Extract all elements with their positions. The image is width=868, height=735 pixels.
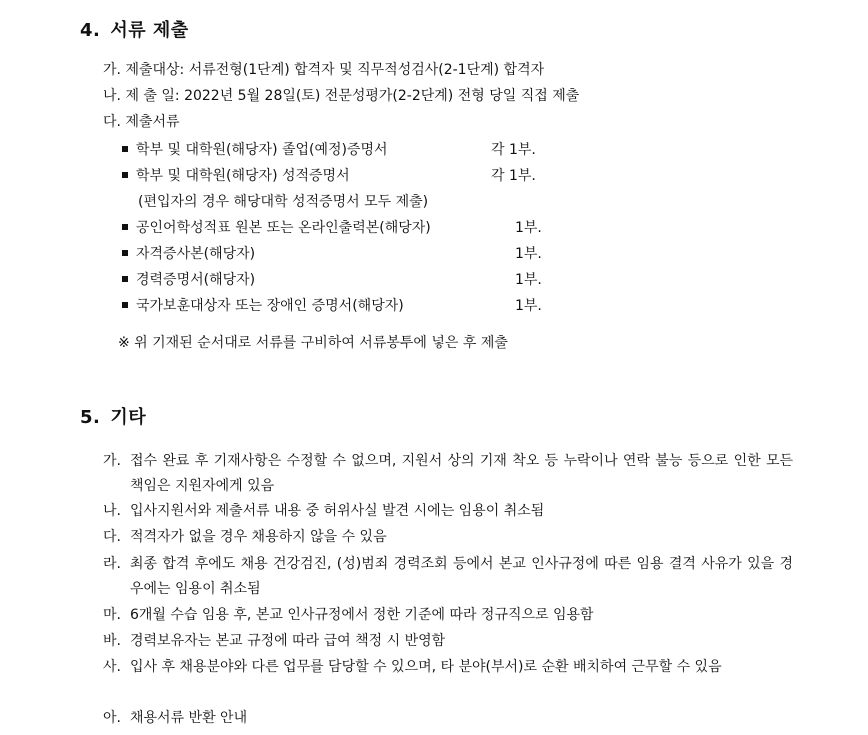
list-item <box>103 449 793 499</box>
list-item <box>103 655 793 680</box>
document-row <box>122 297 562 315</box>
list-item <box>103 629 793 654</box>
bullet-square-icon <box>122 276 128 282</box>
bullet-square-icon <box>122 172 128 178</box>
section-title-text: 기타 <box>110 407 147 428</box>
item-text: 입사 후 채용분야와 다른 업무를 담당할 수 있으며, 타 분야(부서)로 순환 배치하여 근무할 수 있음 <box>130 659 722 675</box>
section-5-title <box>80 403 146 429</box>
item-label: 나. <box>103 503 121 519</box>
item-label: 아. <box>103 710 121 726</box>
item-label: 바. <box>103 633 121 649</box>
section-number: 4. <box>80 20 101 41</box>
section-4-title <box>80 16 189 42</box>
item-label: 다. <box>103 529 121 545</box>
item-label: 가. <box>103 62 121 78</box>
document-row <box>122 141 562 159</box>
item-label: 다. <box>103 114 121 130</box>
item-text: 적격자가 없을 경우 채용하지 않을 수 있음 <box>130 529 387 545</box>
document-row <box>122 245 562 263</box>
bullet-square-icon <box>122 302 128 308</box>
bullet-square-icon <box>122 224 128 230</box>
item-label: 라. <box>103 556 121 572</box>
document-count: 각 1부. <box>491 142 536 158</box>
transfer-note: (편입자의 경우 해당대학 성적증명서 모두 제출) <box>138 194 429 210</box>
item-text: 제출대상: 서류전형(1단계) 합격자 및 직무적성검사(2-1단계) 합격자 <box>125 62 545 78</box>
list-item <box>103 499 793 524</box>
footnote: ※ 위 기재된 순서대로 서류를 구비하여 서류봉투에 넣은 후 제출 <box>118 335 508 351</box>
list-item <box>103 61 544 79</box>
document-count: 1부. <box>515 272 542 288</box>
item-text: 채용서류 반환 안내 <box>130 710 248 726</box>
list-item <box>103 113 180 131</box>
list-item <box>103 706 793 731</box>
document-name: 경력증명서(해당자) <box>136 272 256 288</box>
item-text: 입사지원서와 제출서류 내용 중 허위사실 발견 시에는 임용이 취소됨 <box>130 503 545 519</box>
document-name: 자격증사본(해당자) <box>136 246 256 262</box>
list-item <box>103 525 793 550</box>
bullet-square-icon <box>122 250 128 256</box>
document-count: 1부. <box>515 298 542 314</box>
document-count: 각 1부. <box>491 168 536 184</box>
section-number: 5. <box>80 407 101 428</box>
document-name: 학부 및 대학원(해당자) 성적증명서 <box>136 168 350 184</box>
item-text: 6개월 수습 임용 후, 본교 인사규정에서 정한 기준에 따라 정규직으로 임용함 <box>130 607 594 623</box>
item-text: 제출서류 <box>125 114 180 130</box>
document-row <box>122 167 562 185</box>
section-title-text: 서류 제출 <box>110 20 189 41</box>
list-item <box>103 552 793 602</box>
item-label: 사. <box>103 659 121 675</box>
bullet-square-icon <box>122 146 128 152</box>
document-name: 공인어학성적표 원본 또는 온라인출력본(해당자) <box>136 220 431 236</box>
item-label: 나. <box>103 88 121 104</box>
item-text: 제 출 일: 2022년 5월 28일(토) 전문성평가(2-2단계) 전형 당일 직접 제출 <box>125 88 580 104</box>
item-text: 최종 합격 후에도 채용 건강검진, (성)범죄 경력조회 등에서 본교 인사규정에 따른 임용 결격 사유가 있을 경우에는 임용이 취소됨 <box>130 556 793 597</box>
item-label: 마. <box>103 607 121 623</box>
list-item <box>103 87 579 105</box>
document-count: 1부. <box>515 246 542 262</box>
document-row <box>122 271 562 289</box>
item-label: 가. <box>103 453 121 469</box>
document-name: 국가보훈대상자 또는 장애인 증명서(해당자) <box>136 298 404 314</box>
item-text: 접수 완료 후 기재사항은 수정할 수 없으며, 지원서 상의 기재 착오 등 누락이나 연락 불능 등으로 인한 모든 책임은 지원자에게 있음 <box>130 453 793 494</box>
document-row <box>122 219 562 237</box>
document-count: 1부. <box>515 220 542 236</box>
item-text: 경력보유자는 본교 규정에 따라 급여 책정 시 반영함 <box>130 633 446 649</box>
document-name: 학부 및 대학원(해당자) 졸업(예정)증명서 <box>136 142 388 158</box>
list-item <box>103 603 793 628</box>
